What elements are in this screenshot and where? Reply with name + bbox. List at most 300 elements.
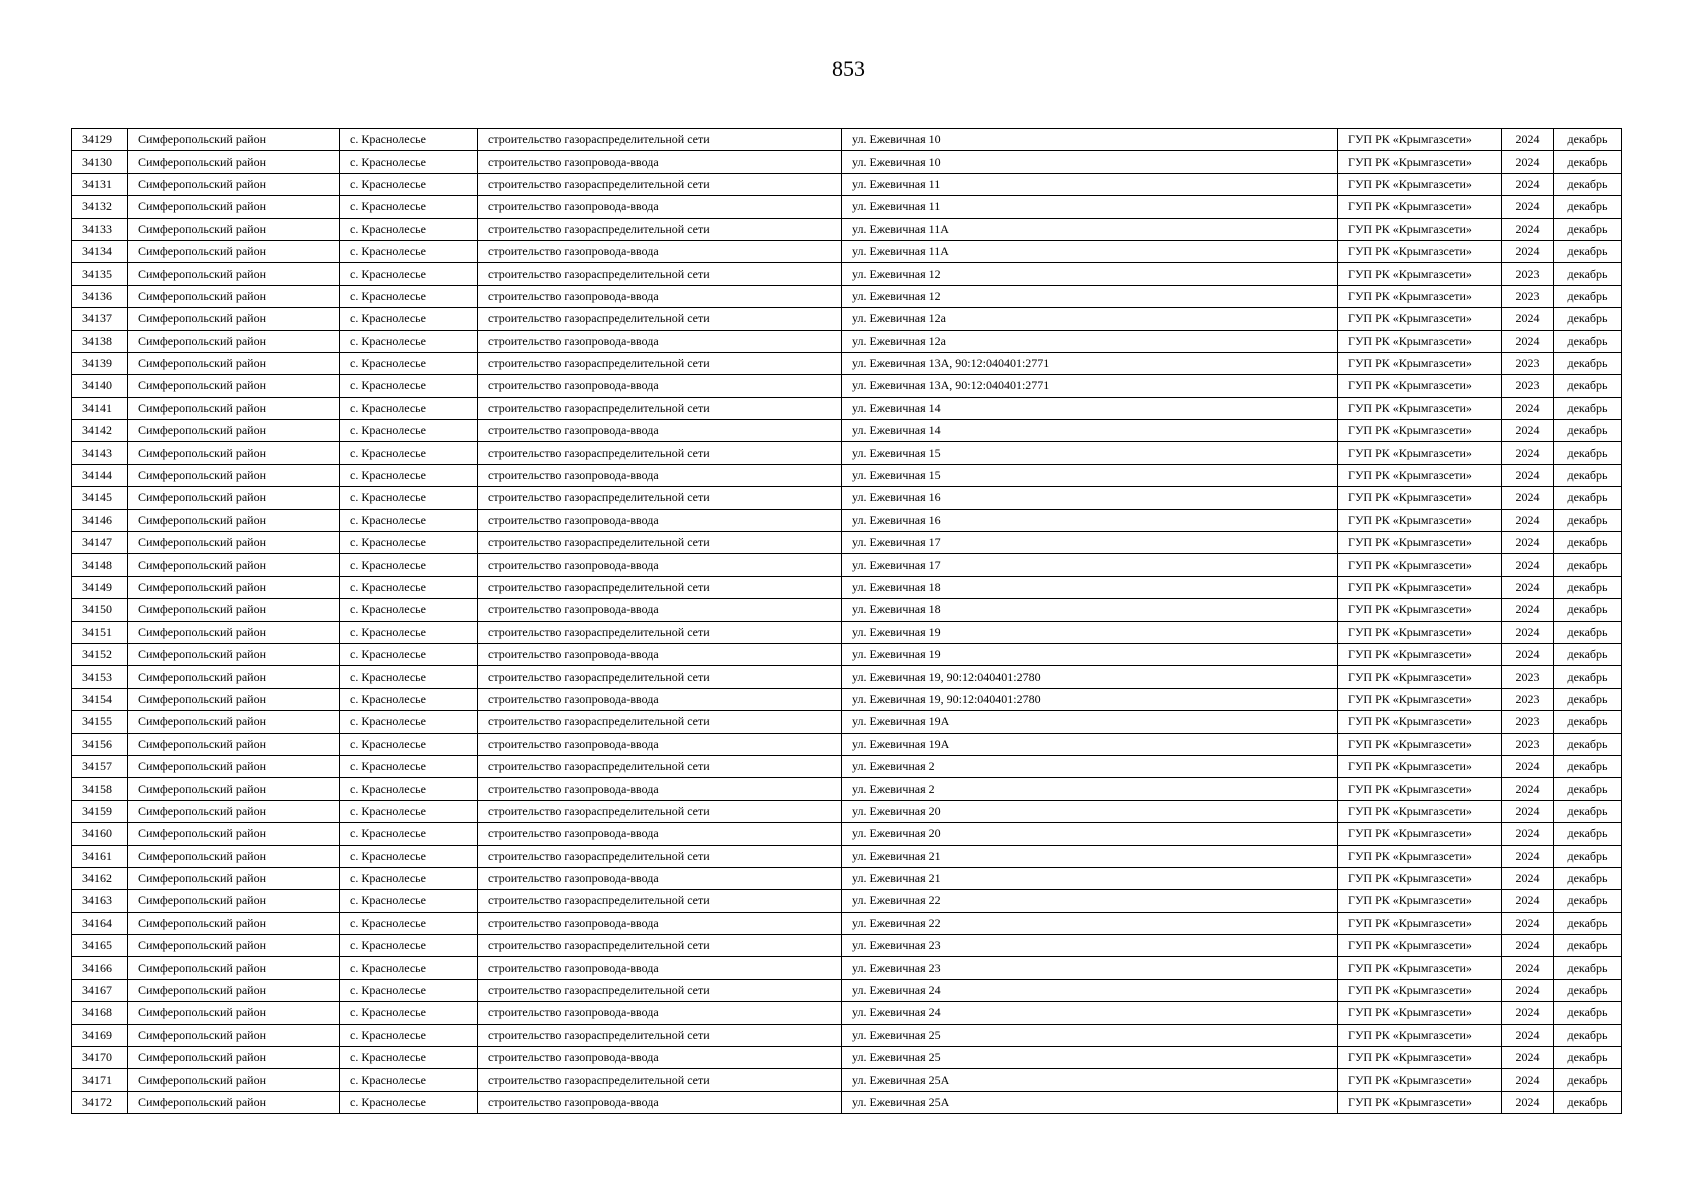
settlement-cell: с. Краснолесье xyxy=(340,420,478,442)
work-type-cell: строительство газопровода-ввода xyxy=(478,643,842,665)
address-cell: ул. Ежевичная 14 xyxy=(842,420,1338,442)
district-cell: Симферопольский район xyxy=(128,576,340,598)
year-cell: 2024 xyxy=(1502,532,1554,554)
settlement-cell: с. Краснолесье xyxy=(340,1091,478,1113)
table-row xyxy=(72,464,1622,486)
record-number-cell: 34140 xyxy=(72,375,128,397)
table-row xyxy=(72,643,1622,665)
table-row xyxy=(72,823,1622,845)
month-cell: декабрь xyxy=(1554,173,1622,195)
operator-cell: ГУП РК «Крымгазсети» xyxy=(1338,576,1502,598)
work-type-cell: строительство газопровода-ввода xyxy=(478,957,842,979)
work-type-cell: строительство газопровода-ввода xyxy=(478,330,842,352)
settlement-cell: с. Краснолесье xyxy=(340,778,478,800)
work-type-cell: строительство газопровода-ввода xyxy=(478,733,842,755)
work-type-cell: строительство газопровода-ввода xyxy=(478,509,842,531)
settlement-cell: с. Краснолесье xyxy=(340,845,478,867)
work-type-cell: строительство газораспределительной сети xyxy=(478,397,842,419)
year-cell: 2023 xyxy=(1502,733,1554,755)
year-cell: 2023 xyxy=(1502,666,1554,688)
settlement-cell: с. Краснолесье xyxy=(340,755,478,777)
address-cell: ул. Ежевичная 19 xyxy=(842,621,1338,643)
settlement-cell: с. Краснолесье xyxy=(340,487,478,509)
table-row xyxy=(72,599,1622,621)
record-number-cell: 34144 xyxy=(72,464,128,486)
year-cell: 2024 xyxy=(1502,621,1554,643)
address-cell: ул. Ежевичная 20 xyxy=(842,823,1338,845)
settlement-cell: с. Краснолесье xyxy=(340,442,478,464)
month-cell: декабрь xyxy=(1554,263,1622,285)
table-row xyxy=(72,957,1622,979)
table-row xyxy=(72,487,1622,509)
year-cell: 2024 xyxy=(1502,509,1554,531)
record-number-cell: 34169 xyxy=(72,1024,128,1046)
work-type-cell: строительство газораспределительной сети xyxy=(478,711,842,733)
district-cell: Симферопольский район xyxy=(128,263,340,285)
record-number-cell: 34147 xyxy=(72,532,128,554)
record-number-cell: 34154 xyxy=(72,688,128,710)
table-row xyxy=(72,711,1622,733)
settlement-cell: с. Краснолесье xyxy=(340,1002,478,1024)
work-type-cell: строительство газораспределительной сети xyxy=(478,129,842,151)
settlement-cell: с. Краснолесье xyxy=(340,666,478,688)
month-cell: декабрь xyxy=(1554,890,1622,912)
district-cell: Симферопольский район xyxy=(128,666,340,688)
operator-cell: ГУП РК «Крымгазсети» xyxy=(1338,554,1502,576)
record-number-cell: 34136 xyxy=(72,285,128,307)
address-cell: ул. Ежевичная 11А xyxy=(842,218,1338,240)
work-type-cell: строительство газопровода-ввода xyxy=(478,554,842,576)
work-type-cell: строительство газопровода-ввода xyxy=(478,867,842,889)
address-cell: ул. Ежевичная 10 xyxy=(842,151,1338,173)
district-cell: Симферопольский район xyxy=(128,599,340,621)
year-cell: 2023 xyxy=(1502,375,1554,397)
month-cell: декабрь xyxy=(1554,554,1622,576)
settlement-cell: с. Краснолесье xyxy=(340,352,478,374)
address-cell: ул. Ежевичная 25А xyxy=(842,1069,1338,1091)
year-cell: 2024 xyxy=(1502,599,1554,621)
work-type-cell: строительство газораспределительной сети xyxy=(478,890,842,912)
year-cell: 2024 xyxy=(1502,979,1554,1001)
settlement-cell: с. Краснолесье xyxy=(340,711,478,733)
settlement-cell: с. Краснолесье xyxy=(340,643,478,665)
operator-cell: ГУП РК «Крымгазсети» xyxy=(1338,845,1502,867)
year-cell: 2024 xyxy=(1502,218,1554,240)
operator-cell: ГУП РК «Крымгазсети» xyxy=(1338,308,1502,330)
year-cell: 2023 xyxy=(1502,688,1554,710)
record-number-cell: 34134 xyxy=(72,240,128,262)
table-row xyxy=(72,308,1622,330)
district-cell: Симферопольский район xyxy=(128,1047,340,1069)
month-cell: декабрь xyxy=(1554,420,1622,442)
operator-cell: ГУП РК «Крымгазсети» xyxy=(1338,890,1502,912)
work-type-cell: строительство газопровода-ввода xyxy=(478,688,842,710)
record-number-cell: 34156 xyxy=(72,733,128,755)
record-number-cell: 34167 xyxy=(72,979,128,1001)
settlement-cell: с. Краснолесье xyxy=(340,330,478,352)
month-cell: декабрь xyxy=(1554,218,1622,240)
table-row xyxy=(72,979,1622,1001)
year-cell: 2024 xyxy=(1502,1024,1554,1046)
record-number-cell: 34148 xyxy=(72,554,128,576)
month-cell: декабрь xyxy=(1554,330,1622,352)
operator-cell: ГУП РК «Крымгазсети» xyxy=(1338,442,1502,464)
operator-cell: ГУП РК «Крымгазсети» xyxy=(1338,1069,1502,1091)
work-type-cell: строительство газораспределительной сети xyxy=(478,487,842,509)
table-row xyxy=(72,218,1622,240)
work-type-cell: строительство газораспределительной сети xyxy=(478,755,842,777)
work-type-cell: строительство газопровода-ввода xyxy=(478,599,842,621)
operator-cell: ГУП РК «Крымгазсети» xyxy=(1338,599,1502,621)
table-row xyxy=(72,330,1622,352)
address-cell: ул. Ежевичная 24 xyxy=(842,1002,1338,1024)
operator-cell: ГУП РК «Крымгазсети» xyxy=(1338,666,1502,688)
address-cell: ул. Ежевичная 12а xyxy=(842,308,1338,330)
month-cell: декабрь xyxy=(1554,912,1622,934)
settlement-cell: с. Краснолесье xyxy=(340,688,478,710)
work-type-cell: строительство газораспределительной сети xyxy=(478,845,842,867)
year-cell: 2024 xyxy=(1502,442,1554,464)
record-number-cell: 34139 xyxy=(72,352,128,374)
district-cell: Симферопольский район xyxy=(128,509,340,531)
year-cell: 2024 xyxy=(1502,420,1554,442)
month-cell: декабрь xyxy=(1554,375,1622,397)
district-cell: Симферопольский район xyxy=(128,218,340,240)
district-cell: Симферопольский район xyxy=(128,823,340,845)
table-row xyxy=(72,845,1622,867)
table-row xyxy=(72,778,1622,800)
record-number-cell: 34170 xyxy=(72,1047,128,1069)
district-cell: Симферопольский район xyxy=(128,800,340,822)
year-cell: 2024 xyxy=(1502,464,1554,486)
district-cell: Симферопольский район xyxy=(128,420,340,442)
record-number-cell: 34158 xyxy=(72,778,128,800)
record-number-cell: 34141 xyxy=(72,397,128,419)
address-cell: ул. Ежевичная 23 xyxy=(842,935,1338,957)
month-cell: декабрь xyxy=(1554,532,1622,554)
address-cell: ул. Ежевичная 24 xyxy=(842,979,1338,1001)
record-number-cell: 34133 xyxy=(72,218,128,240)
address-cell: ул. Ежевичная 11А xyxy=(842,240,1338,262)
table-row xyxy=(72,1024,1622,1046)
month-cell: декабрь xyxy=(1554,1024,1622,1046)
work-type-cell: строительство газопровода-ввода xyxy=(478,240,842,262)
year-cell: 2024 xyxy=(1502,935,1554,957)
month-cell: декабрь xyxy=(1554,755,1622,777)
address-cell: ул. Ежевичная 19А xyxy=(842,711,1338,733)
table-row xyxy=(72,129,1622,151)
year-cell: 2024 xyxy=(1502,800,1554,822)
settlement-cell: с. Краснолесье xyxy=(340,621,478,643)
year-cell: 2024 xyxy=(1502,845,1554,867)
record-number-cell: 34129 xyxy=(72,129,128,151)
settlement-cell: с. Краснолесье xyxy=(340,509,478,531)
work-type-cell: строительство газораспределительной сети xyxy=(478,666,842,688)
record-number-cell: 34143 xyxy=(72,442,128,464)
month-cell: декабрь xyxy=(1554,151,1622,173)
month-cell: декабрь xyxy=(1554,845,1622,867)
year-cell: 2024 xyxy=(1502,330,1554,352)
table-row xyxy=(72,755,1622,777)
record-number-cell: 34145 xyxy=(72,487,128,509)
operator-cell: ГУП РК «Крымгазсети» xyxy=(1338,173,1502,195)
table-row xyxy=(72,1047,1622,1069)
address-cell: ул. Ежевичная 17 xyxy=(842,554,1338,576)
table-row xyxy=(72,935,1622,957)
operator-cell: ГУП РК «Крымгазсети» xyxy=(1338,285,1502,307)
month-cell: декабрь xyxy=(1554,643,1622,665)
district-cell: Симферопольский район xyxy=(128,1024,340,1046)
address-cell: ул. Ежевичная 14 xyxy=(842,397,1338,419)
operator-cell: ГУП РК «Крымгазсети» xyxy=(1338,240,1502,262)
table-row xyxy=(72,285,1622,307)
district-cell: Симферопольский район xyxy=(128,532,340,554)
month-cell: декабрь xyxy=(1554,688,1622,710)
settlement-cell: с. Краснолесье xyxy=(340,733,478,755)
address-cell: ул. Ежевичная 22 xyxy=(842,890,1338,912)
operator-cell: ГУП РК «Крымгазсети» xyxy=(1338,464,1502,486)
settlement-cell: с. Краснолесье xyxy=(340,576,478,598)
month-cell: декабрь xyxy=(1554,1002,1622,1024)
year-cell: 2024 xyxy=(1502,1047,1554,1069)
month-cell: декабрь xyxy=(1554,666,1622,688)
operator-cell: ГУП РК «Крымгазсети» xyxy=(1338,352,1502,374)
table-row xyxy=(72,800,1622,822)
address-cell: ул. Ежевичная 19, 90:12:040401:2780 xyxy=(842,688,1338,710)
settlement-cell: с. Краснолесье xyxy=(340,554,478,576)
month-cell: декабрь xyxy=(1554,397,1622,419)
work-type-cell: строительство газораспределительной сети xyxy=(478,800,842,822)
record-number-cell: 34153 xyxy=(72,666,128,688)
settlement-cell: с. Краснолесье xyxy=(340,308,478,330)
address-cell: ул. Ежевичная 18 xyxy=(842,576,1338,598)
address-cell: ул. Ежевичная 13А, 90:12:040401:2771 xyxy=(842,352,1338,374)
record-number-cell: 34151 xyxy=(72,621,128,643)
address-cell: ул. Ежевичная 10 xyxy=(842,129,1338,151)
month-cell: декабрь xyxy=(1554,733,1622,755)
settlement-cell: с. Краснолесье xyxy=(340,935,478,957)
record-number-cell: 34171 xyxy=(72,1069,128,1091)
operator-cell: ГУП РК «Крымгазсети» xyxy=(1338,1047,1502,1069)
operator-cell: ГУП РК «Крымгазсети» xyxy=(1338,935,1502,957)
operator-cell: ГУП РК «Крымгазсети» xyxy=(1338,263,1502,285)
record-number-cell: 34152 xyxy=(72,643,128,665)
district-cell: Симферопольский район xyxy=(128,1002,340,1024)
work-type-cell: строительство газопровода-ввода xyxy=(478,375,842,397)
address-cell: ул. Ежевичная 17 xyxy=(842,532,1338,554)
district-cell: Симферопольский район xyxy=(128,173,340,195)
month-cell: декабрь xyxy=(1554,308,1622,330)
month-cell: декабрь xyxy=(1554,778,1622,800)
year-cell: 2023 xyxy=(1502,711,1554,733)
district-cell: Симферопольский район xyxy=(128,308,340,330)
address-cell: ул. Ежевичная 21 xyxy=(842,845,1338,867)
record-number-cell: 34162 xyxy=(72,867,128,889)
address-cell: ул. Ежевичная 15 xyxy=(842,464,1338,486)
address-cell: ул. Ежевичная 12 xyxy=(842,263,1338,285)
operator-cell: ГУП РК «Крымгазсети» xyxy=(1338,487,1502,509)
table-row xyxy=(72,666,1622,688)
district-cell: Симферопольский район xyxy=(128,352,340,374)
operator-cell: ГУП РК «Крымгазсети» xyxy=(1338,1024,1502,1046)
district-cell: Симферопольский район xyxy=(128,397,340,419)
district-cell: Симферопольский район xyxy=(128,487,340,509)
district-cell: Симферопольский район xyxy=(128,957,340,979)
operator-cell: ГУП РК «Крымгазсети» xyxy=(1338,129,1502,151)
year-cell: 2024 xyxy=(1502,173,1554,195)
record-number-cell: 34130 xyxy=(72,151,128,173)
district-cell: Симферопольский район xyxy=(128,621,340,643)
month-cell: декабрь xyxy=(1554,823,1622,845)
table-row xyxy=(72,1002,1622,1024)
operator-cell: ГУП РК «Крымгазсети» xyxy=(1338,979,1502,1001)
year-cell: 2023 xyxy=(1502,285,1554,307)
work-type-cell: строительство газопровода-ввода xyxy=(478,823,842,845)
settlement-cell: с. Краснолесье xyxy=(340,129,478,151)
month-cell: декабрь xyxy=(1554,240,1622,262)
address-cell: ул. Ежевичная 23 xyxy=(842,957,1338,979)
record-number-cell: 34132 xyxy=(72,196,128,218)
month-cell: декабрь xyxy=(1554,1047,1622,1069)
table-row xyxy=(72,912,1622,934)
work-type-cell: строительство газопровода-ввода xyxy=(478,778,842,800)
month-cell: декабрь xyxy=(1554,957,1622,979)
operator-cell: ГУП РК «Крымгазсети» xyxy=(1338,867,1502,889)
operator-cell: ГУП РК «Крымгазсети» xyxy=(1338,711,1502,733)
year-cell: 2024 xyxy=(1502,643,1554,665)
year-cell: 2024 xyxy=(1502,151,1554,173)
operator-cell: ГУП РК «Крымгазсети» xyxy=(1338,1091,1502,1113)
address-cell: ул. Ежевичная 19, 90:12:040401:2780 xyxy=(842,666,1338,688)
address-cell: ул. Ежевичная 22 xyxy=(842,912,1338,934)
operator-cell: ГУП РК «Крымгазсети» xyxy=(1338,330,1502,352)
operator-cell: ГУП РК «Крымгазсети» xyxy=(1338,218,1502,240)
district-cell: Симферопольский район xyxy=(128,129,340,151)
year-cell: 2023 xyxy=(1502,352,1554,374)
district-cell: Симферопольский район xyxy=(128,375,340,397)
work-type-cell: строительство газопровода-ввода xyxy=(478,912,842,934)
district-cell: Симферопольский район xyxy=(128,1091,340,1113)
address-cell: ул. Ежевичная 2 xyxy=(842,755,1338,777)
record-number-cell: 34137 xyxy=(72,308,128,330)
operator-cell: ГУП РК «Крымгазсети» xyxy=(1338,912,1502,934)
table-row xyxy=(72,442,1622,464)
address-cell: ул. Ежевичная 16 xyxy=(842,487,1338,509)
month-cell: декабрь xyxy=(1554,285,1622,307)
operator-cell: ГУП РК «Крымгазсети» xyxy=(1338,733,1502,755)
district-cell: Симферопольский район xyxy=(128,733,340,755)
record-number-cell: 34172 xyxy=(72,1091,128,1113)
table-row xyxy=(72,554,1622,576)
address-cell: ул. Ежевичная 21 xyxy=(842,867,1338,889)
operator-cell: ГУП РК «Крымгазсети» xyxy=(1338,532,1502,554)
table-row xyxy=(72,196,1622,218)
settlement-cell: с. Краснолесье xyxy=(340,375,478,397)
settlement-cell: с. Краснолесье xyxy=(340,823,478,845)
record-number-cell: 34163 xyxy=(72,890,128,912)
settlement-cell: с. Краснолесье xyxy=(340,1024,478,1046)
work-type-cell: строительство газопровода-ввода xyxy=(478,1091,842,1113)
settlement-cell: с. Краснолесье xyxy=(340,532,478,554)
record-number-cell: 34166 xyxy=(72,957,128,979)
table-row xyxy=(72,1091,1622,1113)
table-row xyxy=(72,151,1622,173)
district-cell: Симферопольский район xyxy=(128,688,340,710)
month-cell: декабрь xyxy=(1554,196,1622,218)
work-type-cell: строительство газопровода-ввода xyxy=(478,464,842,486)
district-cell: Симферопольский район xyxy=(128,778,340,800)
settlement-cell: с. Краснолесье xyxy=(340,397,478,419)
district-cell: Симферопольский район xyxy=(128,151,340,173)
year-cell: 2024 xyxy=(1502,755,1554,777)
table-row xyxy=(72,688,1622,710)
work-type-cell: строительство газораспределительной сети xyxy=(478,532,842,554)
month-cell: декабрь xyxy=(1554,711,1622,733)
year-cell: 2024 xyxy=(1502,196,1554,218)
registry-body xyxy=(72,129,1622,1114)
work-type-cell: строительство газопровода-ввода xyxy=(478,1047,842,1069)
operator-cell: ГУП РК «Крымгазсети» xyxy=(1338,823,1502,845)
record-number-cell: 34168 xyxy=(72,1002,128,1024)
operator-cell: ГУП РК «Крымгазсети» xyxy=(1338,643,1502,665)
address-cell: ул. Ежевичная 20 xyxy=(842,800,1338,822)
record-number-cell: 34142 xyxy=(72,420,128,442)
year-cell: 2024 xyxy=(1502,1091,1554,1113)
settlement-cell: с. Краснолесье xyxy=(340,979,478,1001)
address-cell: ул. Ежевичная 25А xyxy=(842,1091,1338,1113)
record-number-cell: 34150 xyxy=(72,599,128,621)
address-cell: ул. Ежевичная 12а xyxy=(842,330,1338,352)
settlement-cell: с. Краснолесье xyxy=(340,151,478,173)
operator-cell: ГУП РК «Крымгазсети» xyxy=(1338,509,1502,531)
work-type-cell: строительство газораспределительной сети xyxy=(478,935,842,957)
work-type-cell: строительство газопровода-ввода xyxy=(478,196,842,218)
table-row xyxy=(72,240,1622,262)
district-cell: Симферопольский район xyxy=(128,890,340,912)
month-cell: декабрь xyxy=(1554,621,1622,643)
address-cell: ул. Ежевичная 19А xyxy=(842,733,1338,755)
month-cell: декабрь xyxy=(1554,509,1622,531)
page-number: 853 xyxy=(832,56,865,81)
work-type-cell: строительство газораспределительной сети xyxy=(478,1024,842,1046)
operator-cell: ГУП РК «Крымгазсети» xyxy=(1338,800,1502,822)
month-cell: декабрь xyxy=(1554,1091,1622,1113)
table-row xyxy=(72,576,1622,598)
work-type-cell: строительство газораспределительной сети xyxy=(478,218,842,240)
table-row xyxy=(72,375,1622,397)
district-cell: Симферопольский район xyxy=(128,330,340,352)
month-cell: декабрь xyxy=(1554,442,1622,464)
table-row xyxy=(72,263,1622,285)
district-cell: Симферопольский район xyxy=(128,845,340,867)
address-cell: ул. Ежевичная 13А, 90:12:040401:2771 xyxy=(842,375,1338,397)
work-type-cell: строительство газораспределительной сети xyxy=(478,979,842,1001)
month-cell: декабрь xyxy=(1554,599,1622,621)
record-number-cell: 34146 xyxy=(72,509,128,531)
district-cell: Симферопольский район xyxy=(128,935,340,957)
month-cell: декабрь xyxy=(1554,464,1622,486)
operator-cell: ГУП РК «Крымгазсети» xyxy=(1338,957,1502,979)
table-row xyxy=(72,1069,1622,1091)
month-cell: декабрь xyxy=(1554,352,1622,374)
settlement-cell: с. Краснолесье xyxy=(340,218,478,240)
work-type-cell: строительство газораспределительной сети xyxy=(478,173,842,195)
table-row xyxy=(72,890,1622,912)
work-type-cell: строительство газораспределительной сети xyxy=(478,308,842,330)
address-cell: ул. Ежевичная 12 xyxy=(842,285,1338,307)
year-cell: 2023 xyxy=(1502,263,1554,285)
record-number-cell: 34155 xyxy=(72,711,128,733)
